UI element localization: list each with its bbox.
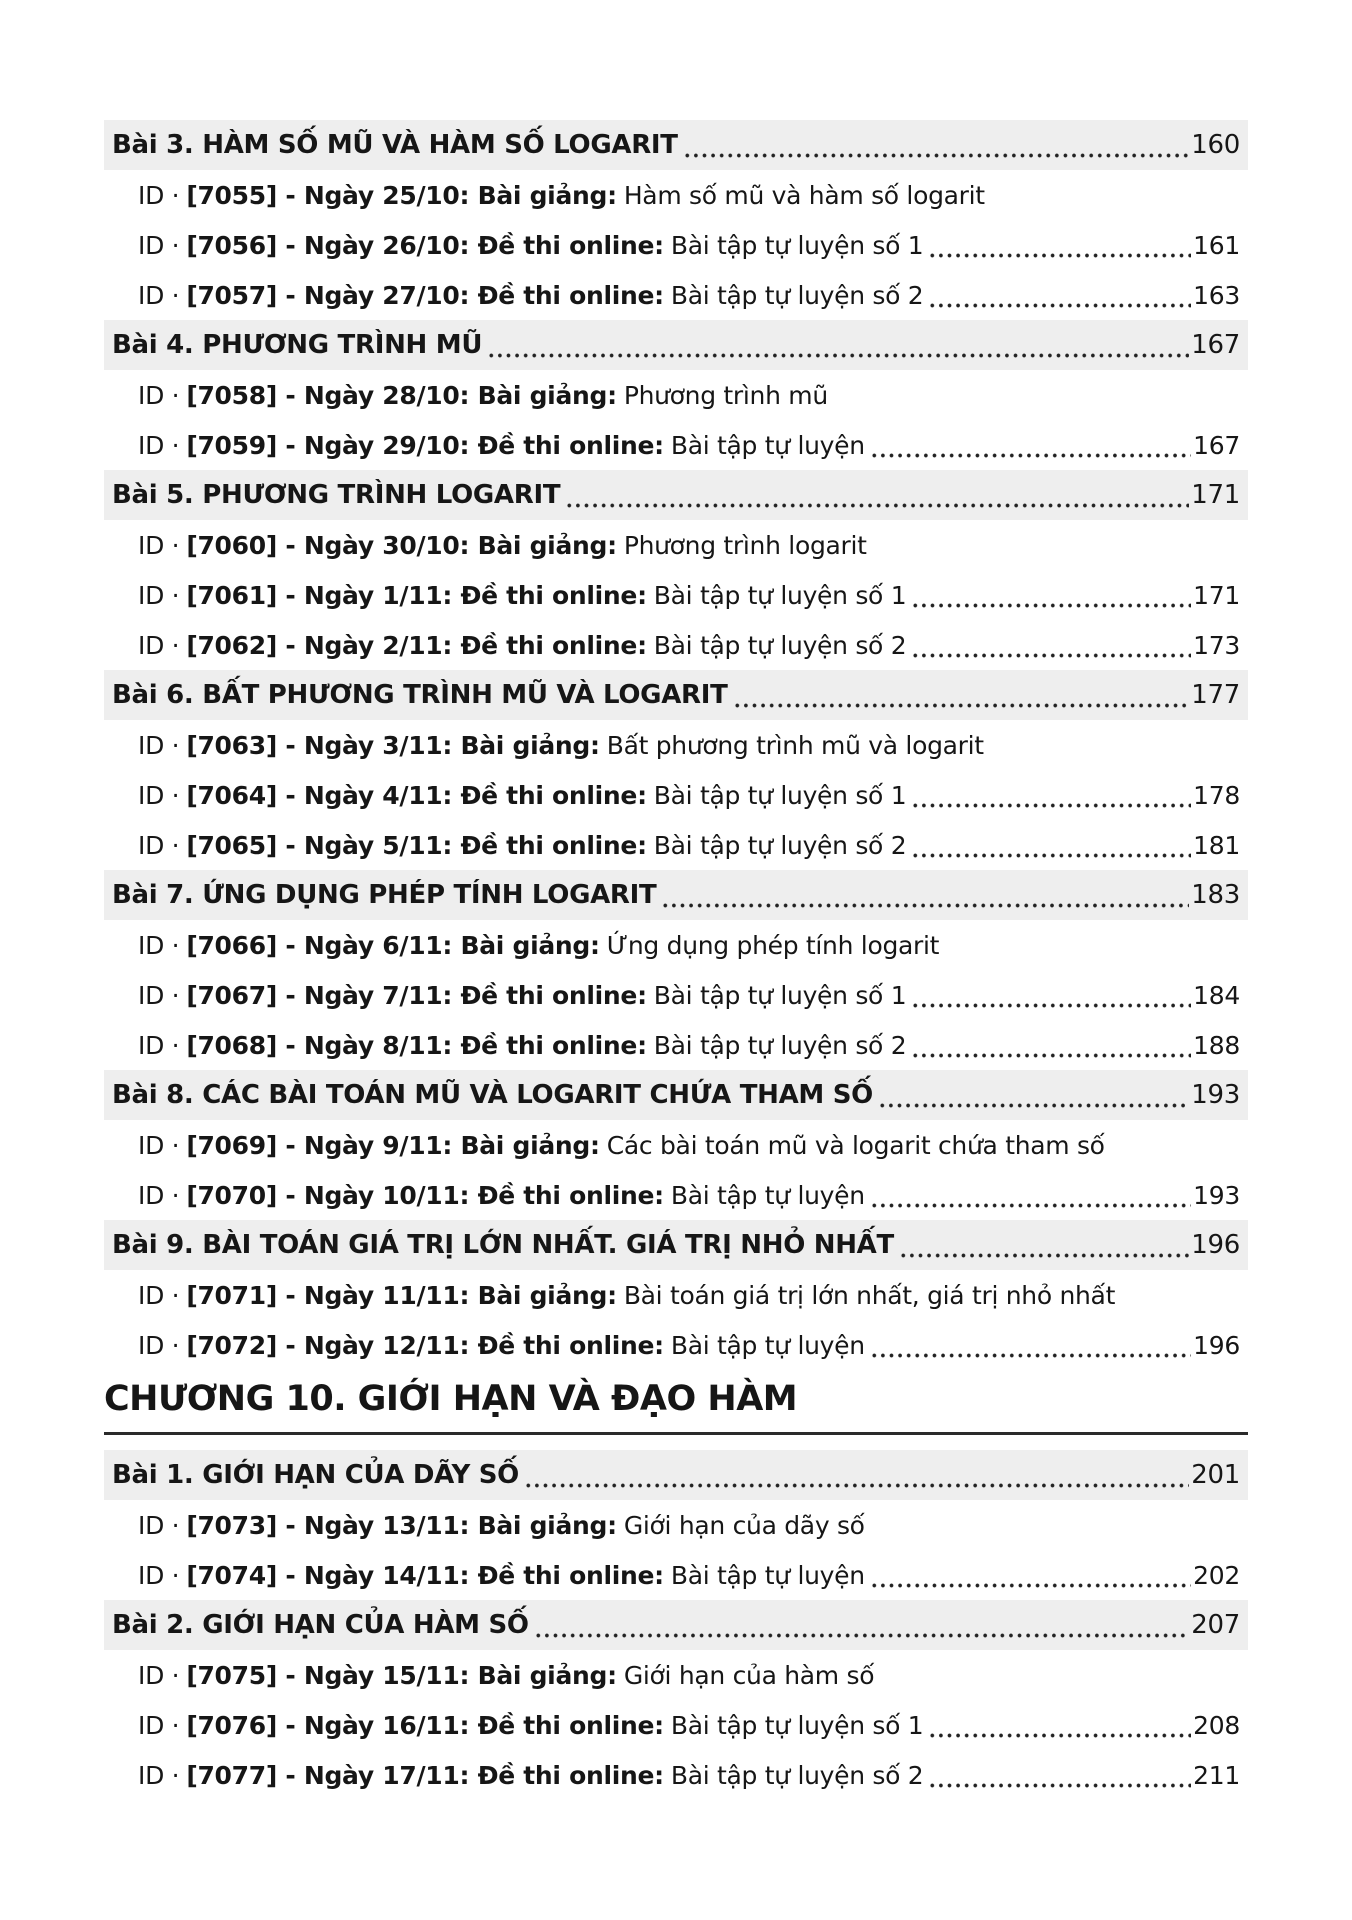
item-page-number: 188 [1193, 1030, 1240, 1060]
toc-item-row [104, 1700, 1248, 1750]
item-page-number: 208 [1193, 1710, 1240, 1740]
item-id-label: ID · [138, 730, 180, 760]
dot-leader [928, 1750, 1191, 1800]
dot-leader [928, 220, 1191, 270]
dot-leader [911, 820, 1191, 870]
item-description: Các bài toán mũ và logarit chứa tham số [606, 1130, 1105, 1160]
toc-item-row [104, 770, 1248, 820]
toc-item-row [104, 420, 1248, 470]
item-date-type-label: [7058] - Ngày 28/10: Bài giảng: [186, 380, 617, 410]
item-page-number: 173 [1193, 630, 1240, 660]
toc-item-row [104, 1270, 1248, 1320]
item-description: Phương trình logarit [623, 530, 867, 560]
dot-leader [683, 120, 1190, 170]
dot-leader [524, 1450, 1189, 1500]
item-id-label: ID · [138, 930, 180, 960]
item-id-label: ID · [138, 980, 180, 1010]
item-id-label: ID · [138, 830, 180, 860]
toc-item-row [104, 520, 1248, 570]
section-page-number: 183 [1191, 880, 1240, 910]
section-page-number: 201 [1191, 1460, 1240, 1490]
item-date-type-label: [7075] - Ngày 15/11: Bài giảng: [186, 1660, 617, 1690]
item-date-type-label: [7074] - Ngày 14/11: Đề thi online: [186, 1560, 664, 1590]
dot-leader [870, 1550, 1191, 1600]
item-date-type-label: [7055] - Ngày 25/10: Bài giảng: [186, 180, 617, 210]
item-id-label: ID · [138, 1030, 180, 1060]
item-description: Bài tập tự luyện [670, 1330, 865, 1360]
item-page-number: 178 [1193, 780, 1240, 810]
item-date-type-label: [7067] - Ngày 7/11: Đề thi online: [186, 980, 647, 1010]
item-id-label: ID · [138, 1660, 180, 1690]
item-date-type-label: [7068] - Ngày 8/11: Đề thi online: [186, 1030, 647, 1060]
item-date-type-label: [7064] - Ngày 4/11: Đề thi online: [186, 780, 647, 810]
item-page-number: 193 [1193, 1180, 1240, 1210]
item-page-number: 161 [1193, 230, 1240, 260]
toc-item-row [104, 1020, 1248, 1070]
section-page-number: 171 [1191, 480, 1240, 510]
item-description: Bài tập tự luyện số 2 [653, 1030, 907, 1060]
item-date-type-label: [7070] - Ngày 10/11: Đề thi online: [186, 1180, 664, 1210]
item-description: Hàm số mũ và hàm số logarit [623, 180, 985, 210]
item-date-type-label: [7076] - Ngày 16/11: Đề thi online: [186, 1710, 664, 1740]
item-id-label: ID · [138, 580, 180, 610]
item-date-type-label: [7072] - Ngày 12/11: Đề thi online: [186, 1330, 664, 1360]
item-page-number: 171 [1193, 580, 1240, 610]
item-date-type-label: [7077] - Ngày 17/11: Đề thi online: [186, 1760, 664, 1790]
dot-leader [870, 420, 1191, 470]
item-page-number: 163 [1193, 280, 1240, 310]
toc-item-row [104, 1550, 1248, 1600]
section-page-number: 177 [1191, 680, 1240, 710]
section-title: Bài 4. PHƯƠNG TRÌNH MŨ [112, 330, 483, 360]
toc-item-row [104, 570, 1248, 620]
dot-leader [487, 320, 1189, 370]
dot-leader [911, 1020, 1191, 1070]
item-date-type-label: [7071] - Ngày 11/11: Bài giảng: [186, 1280, 617, 1310]
section-page-number: 167 [1191, 330, 1240, 360]
item-id-label: ID · [138, 430, 180, 460]
item-date-type-label: [7065] - Ngày 5/11: Đề thi online: [186, 830, 647, 860]
section-title: Bài 3. HÀM SỐ MŨ VÀ HÀM SỐ LOGARIT [112, 130, 678, 160]
dot-leader [911, 770, 1191, 820]
item-description: Bài tập tự luyện số 1 [653, 980, 907, 1010]
toc-section-row [104, 120, 1248, 170]
dot-leader [878, 1070, 1189, 1120]
chapter-heading-block [104, 1370, 1248, 1450]
item-description: Bài tập tự luyện số 2 [670, 280, 924, 310]
toc-section-row [104, 670, 1248, 720]
dot-leader [661, 870, 1189, 920]
item-description: Bài tập tự luyện số 2 [653, 630, 907, 660]
toc-item-row [104, 1750, 1248, 1800]
section-page-number: 193 [1191, 1080, 1240, 1110]
section-title: Bài 1. GIỚI HẠN CỦA DÃY SỐ [112, 1460, 519, 1490]
dot-leader [911, 620, 1191, 670]
item-description: Bài tập tự luyện số 1 [670, 230, 924, 260]
section-title: Bài 7. ỨNG DỤNG PHÉP TÍNH LOGARIT [112, 880, 657, 910]
toc-section-row [104, 1220, 1248, 1270]
item-id-label: ID · [138, 230, 180, 260]
item-description: Bài tập tự luyện số 2 [670, 1760, 924, 1790]
toc-item-row [104, 1320, 1248, 1370]
dot-leader [870, 1170, 1191, 1220]
item-page-number: 181 [1193, 830, 1240, 860]
item-id-label: ID · [138, 1510, 180, 1540]
item-page-number: 196 [1193, 1330, 1240, 1360]
item-date-type-label: [7057] - Ngày 27/10: Đề thi online: [186, 280, 664, 310]
item-description: Bất phương trình mũ và logarit [606, 730, 984, 760]
item-description: Bài tập tự luyện số 2 [653, 830, 907, 860]
toc-item-row [104, 370, 1248, 420]
toc-item-row [104, 720, 1248, 770]
item-description: Giới hạn của dãy số [623, 1510, 865, 1540]
dot-leader [565, 470, 1189, 520]
item-page-number: 202 [1193, 1560, 1240, 1590]
item-description: Bài toán giá trị lớn nhất, giá trị nhỏ nhất [623, 1280, 1116, 1310]
section-page-number: 160 [1191, 130, 1240, 160]
item-page-number: 184 [1193, 980, 1240, 1010]
toc-item-row [104, 270, 1248, 320]
item-page-number: 211 [1193, 1760, 1240, 1790]
item-id-label: ID · [138, 380, 180, 410]
item-description: Bài tập tự luyện số 1 [670, 1710, 924, 1740]
toc-item-row [104, 1170, 1248, 1220]
dot-leader [911, 570, 1191, 620]
item-id-label: ID · [138, 1280, 180, 1310]
toc-item-row [104, 620, 1248, 670]
toc-section-row [104, 1600, 1248, 1650]
toc-item-row [104, 170, 1248, 220]
toc-item-row [104, 1650, 1248, 1700]
item-description: Bài tập tự luyện số 1 [653, 580, 907, 610]
item-date-type-label: [7062] - Ngày 2/11: Đề thi online: [186, 630, 647, 660]
item-date-type-label: [7066] - Ngày 6/11: Bài giảng: [186, 930, 600, 960]
toc-section-row [104, 1070, 1248, 1120]
toc-item-row [104, 920, 1248, 970]
item-id-label: ID · [138, 1180, 180, 1210]
toc-section-row [104, 320, 1248, 370]
item-id-label: ID · [138, 280, 180, 310]
item-date-type-label: [7073] - Ngày 13/11: Bài giảng: [186, 1510, 617, 1540]
item-date-type-label: [7061] - Ngày 1/11: Đề thi online: [186, 580, 647, 610]
section-title: Bài 5. PHƯƠNG TRÌNH LOGARIT [112, 480, 561, 510]
item-description: Bài tập tự luyện [670, 430, 865, 460]
item-date-type-label: [7060] - Ngày 30/10: Bài giảng: [186, 530, 617, 560]
toc-section-row [104, 870, 1248, 920]
dot-leader [928, 270, 1191, 320]
section-title: Bài 9. BÀI TOÁN GIÁ TRỊ LỚN NHẤT. GIÁ TRỊ NHỎ NHẤT [112, 1230, 894, 1260]
item-id-label: ID · [138, 630, 180, 660]
dot-leader [534, 1600, 1190, 1650]
dot-leader [899, 1220, 1189, 1270]
dot-leader [870, 1320, 1191, 1370]
chapter-title: CHƯƠNG 10. GIỚI HẠN VÀ ĐẠO HÀM [104, 1379, 798, 1419]
item-description: Phương trình mũ [623, 380, 828, 410]
item-date-type-label: [7056] - Ngày 26/10: Đề thi online: [186, 230, 664, 260]
toc-item-row [104, 1120, 1248, 1170]
section-page-number: 196 [1191, 1230, 1240, 1260]
item-description: Ứng dụng phép tính logarit [606, 930, 940, 960]
item-page-number: 167 [1193, 430, 1240, 460]
toc-section-row [104, 1450, 1248, 1500]
item-description: Giới hạn của hàm số [623, 1660, 875, 1690]
item-date-type-label: [7063] - Ngày 3/11: Bài giảng: [186, 730, 600, 760]
section-title: Bài 6. BẤT PHƯƠNG TRÌNH MŨ VÀ LOGARIT [112, 680, 728, 710]
item-id-label: ID · [138, 1560, 180, 1590]
item-id-label: ID · [138, 780, 180, 810]
item-date-type-label: [7059] - Ngày 29/10: Đề thi online: [186, 430, 664, 460]
toc-item-row [104, 970, 1248, 1020]
chapter-divider [104, 1432, 1248, 1435]
item-id-label: ID · [138, 530, 180, 560]
item-id-label: ID · [138, 1760, 180, 1790]
dot-leader [928, 1700, 1191, 1750]
item-description: Bài tập tự luyện số 1 [653, 780, 907, 810]
item-date-type-label: [7069] - Ngày 9/11: Bài giảng: [186, 1130, 600, 1160]
dot-leader [911, 970, 1191, 1020]
section-title: Bài 8. CÁC BÀI TOÁN MŨ VÀ LOGARIT CHỨA THAM SỐ [112, 1080, 873, 1110]
item-description: Bài tập tự luyện [670, 1560, 865, 1590]
toc-item-row [104, 1500, 1248, 1550]
toc-item-row [104, 220, 1248, 270]
item-id-label: ID · [138, 180, 180, 210]
item-id-label: ID · [138, 1130, 180, 1160]
toc-item-row [104, 820, 1248, 870]
toc-section-row [104, 470, 1248, 520]
item-description: Bài tập tự luyện [670, 1180, 865, 1210]
section-title: Bài 2. GIỚI HẠN CỦA HÀM SỐ [112, 1610, 529, 1640]
dot-leader [733, 670, 1190, 720]
section-page-number: 207 [1191, 1610, 1240, 1640]
item-id-label: ID · [138, 1330, 180, 1360]
item-id-label: ID · [138, 1710, 180, 1740]
